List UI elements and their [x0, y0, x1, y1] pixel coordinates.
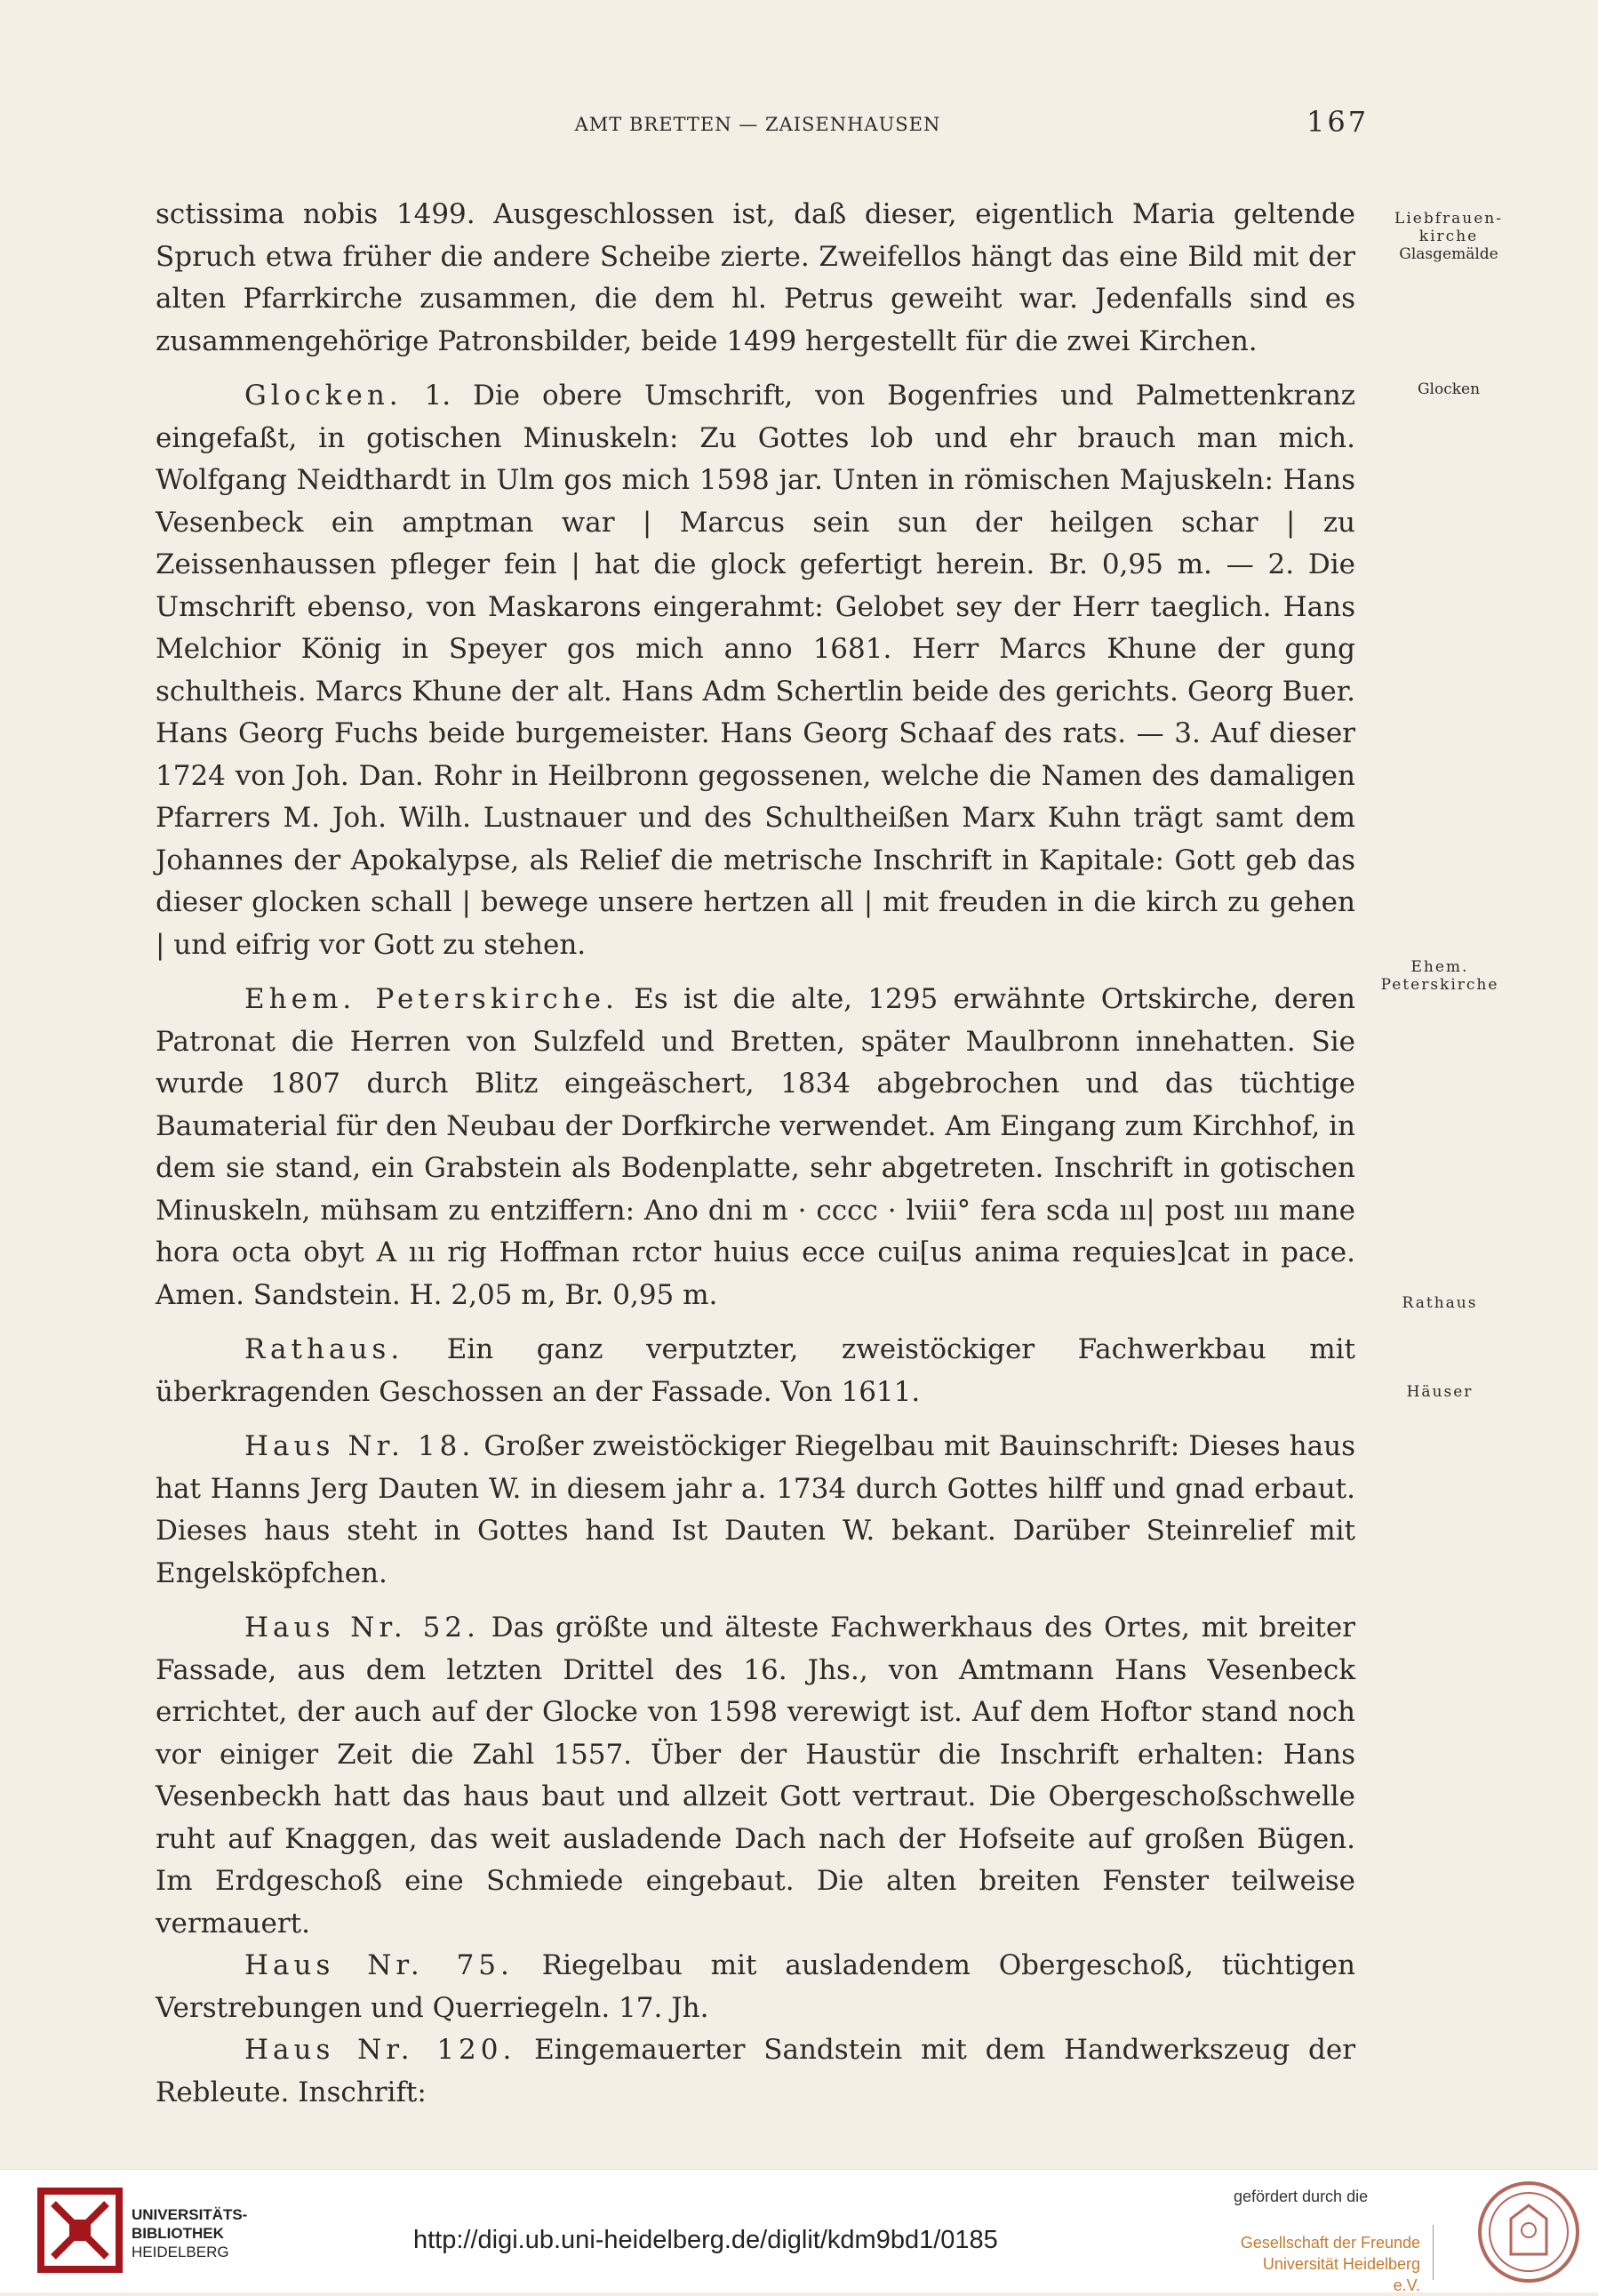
paragraph-haus-52 — [156, 1607, 1355, 1945]
paragraph-haus-75-text: Riegelbau mit ausladendem Obergeschoß, tüchtigen Verstrebungen und Querriegeln. 17. Jh. — [156, 1949, 1355, 2024]
margin-note-haeuser: Häuser — [1406, 1383, 1474, 1401]
paragraph-glocken-text: 1. Die obere Umschrift, von Bogenfries und Palmettenkranz eingefaßt, in gotischen Minuskeln: Zu Gottes lob und ehr brauch man mich. Wolfgang Neidthardt in Ulm gos mich 1598 jar. Unten in römischen Majuskeln: Hans Vesenbeck ein amptman war | Marcus sein sun der heilgen schar | zu Zeissenhaussen pfleger fein | hat die glock gefertigt herein. Br. 0,95 m. — 2. Die Umschrift ebenso, von Maskarons eingerahmt: Gelobet sey der Herr taeglich. Hans Melchior König in Speyer gos mich anno 1681. Herr Marcs Khune der gung schultheis. Marcs Khune der alt. Hans Adm Schertlin beide des gerichts. Georg Buer. Hans Georg Fuchs beide burgemeister. Hans Georg Schaaf des rats. — 3. Auf dieser 1724 von Joh. Dan. Rohr in Heilbronn gegossenen, welche die Namen des damaligen Pfarrers M. Joh. Wilh. Lustnauer und des Schultheißen Marx Kuhn trägt samt dem Johannes der Apokalypse, als Relief die metrische Inschrift in Kapitale: Gott geb das dieser glocken schall | bewege unsere hertzen all | mit freuden in die kirch zu gehen | und eifrig vor Gott zu stehen. — [156, 380, 1355, 961]
funded-by-text: gefördert durch die — [1234, 2188, 1369, 2205]
paragraph-haus-52-text: Das größte und älteste Fachwerkhaus des Ortes, mit breiter Fassade, aus dem letzten Drittel des 16. Jhs., von Amtmann Hans Vesenbeck errichtet, der auch auf der Glocke von 1598 verewigt ist. Auf dem Hoftor stand noch vor einiger Zeit die Zahl 1557. Über der Haustür die Inschrift erhalten: Hans Vesenbeckh hatt das haus baut und allzeit Gott vertraut. Die Obergeschoßschwelle ruht auf Knaggen, das weit ausladende Dach nach der Hofseite auf großen Bügen. Im Erdgeschoß eine Schmiede eingebaut. Die alten breiten Fenster teilweise vermauert. — [156, 1612, 1355, 1940]
margin-note-rathaus: Rathaus — [1402, 1294, 1478, 1312]
section-head-haus-18: Haus Nr. 18. — [244, 1430, 475, 1462]
paragraph-peterskirche — [156, 979, 1355, 1316]
paragraph-haus-120-text: Eingemauerter Sandstein mit dem Handwerkszeug der Rebleute. Inschrift: — [156, 2034, 1356, 2108]
paragraph-haus-75 — [156, 1945, 1355, 2029]
library-name-line: UNIVERSITÄTS- — [132, 2206, 248, 2223]
margin-note-glocken: Glocken — [1417, 380, 1481, 398]
paragraph-1: sctissima nobis 1499. Ausgeschlossen ist, daß dieser, eigentlich Maria geltende Spruch etwa früher die andere Scheibe zierte. Zweifellos hängt das eine Bild mit der alten Pfarrkirche zusammen, die dem hl. Petrus geweiht war. Jedenfalls sind es zusammengehörige Patronsbilder, beide 1499 hergestellt für die zwei Kirchen. — [156, 198, 1355, 357]
margin-note-line: Peterskirche — [1380, 976, 1499, 994]
section-head-peterskirche: Ehem. Peterskirche. — [244, 983, 619, 1015]
section-head-glocken: Glocken. — [244, 380, 403, 412]
society-name-line: Universität Heidelberg e.V. — [1262, 2255, 1420, 2294]
society-name-line: Gesellschaft der Freunde — [1240, 2234, 1420, 2252]
paragraph-peterskirche-text: Es ist die alte, 1295 erwähnte Ortskirche, deren Patronat die Herren von Sulzfeld und Bretten, später Maulbronn innehatten. Sie wurde 1807 durch Blitz eingeäschert, 1834 abgebrochen und das tüchtige Baumaterial für den Neubau der Dorfkirche verwendet. Am Eingang zum Kirchhof, in dem sie stand, ein Grabstein als Bodenplatte, sehr abgetreten. Inschrift in gotischen Minuskeln, mühsam zu entziffern: Ano dni m · cccc · lviii° fera scda ııı| post ıııı mane hora octa obyt A ııı rig Hoffman rctor huius ecce cui[us anima requies]cat in pace. Amen. Sandstein. H. 2,05 m, Br. 0,95 m. — [156, 983, 1355, 1311]
paragraph-haus-120 — [156, 2029, 1355, 2114]
margin-note-line: kirche — [1418, 228, 1479, 245]
paragraph-glocken — [156, 375, 1355, 966]
library-name-line: HEIDELBERG — [132, 2244, 229, 2260]
margin-note-line: Ehem. — [1410, 958, 1469, 976]
page-number: 167 — [1306, 105, 1370, 139]
paragraph-haus-18 — [156, 1426, 1355, 1595]
library-name-line: BIBLIOTHEK — [132, 2225, 224, 2242]
running-header: AMT BRETTEN — ZAISENHAUSEN — [574, 114, 941, 135]
section-head-haus-52: Haus Nr. 52. — [244, 1612, 480, 1644]
margin-note-liebfrauenkirche — [1373, 210, 1524, 263]
university-seal-icon — [1475, 2179, 1582, 2285]
library-name — [132, 2205, 247, 2261]
paragraph-rathaus — [156, 1329, 1355, 1413]
paragraph-rathaus-text: Ein ganz verputzter, zweistöckiger Fachwerkbau mit überkragenden Geschossen an der Fassade. Von 1611. — [156, 1333, 1355, 1408]
footer-bar — [0, 2169, 1598, 2292]
paragraph-haus-18-text: Großer zweistöckiger Riegelbau mit Bauinschrift: Dieses haus hat Hanns Jerg Dauten W. in diesem jahr a. 1734 durch Gottes hilff und gnad erbaut. Dieses haus steht in Gottes hand Ist Dauten W. bekant. Darüber Steinrelief mit Engelsköpfchen. — [156, 1430, 1355, 1589]
university-library-logo-icon — [36, 2186, 124, 2275]
margin-note-peterskirche — [1355, 958, 1524, 994]
section-head-haus-75: Haus Nr. 75. — [244, 1949, 514, 1981]
section-head-haus-120: Haus Nr. 120. — [244, 2034, 516, 2066]
society-name — [1234, 2232, 1420, 2296]
margin-note-line: Glasgemälde — [1399, 245, 1498, 263]
permalink-url[interactable]: http://digi.ub.uni-heidelberg.de/diglit/kdm9bd1/0185 — [413, 2226, 998, 2254]
body-text — [156, 194, 1355, 2114]
footer-divider — [1433, 2225, 1434, 2280]
section-head-rathaus: Rathaus. — [244, 1333, 404, 1365]
margin-note-line: Liebfrauen- — [1394, 210, 1503, 228]
